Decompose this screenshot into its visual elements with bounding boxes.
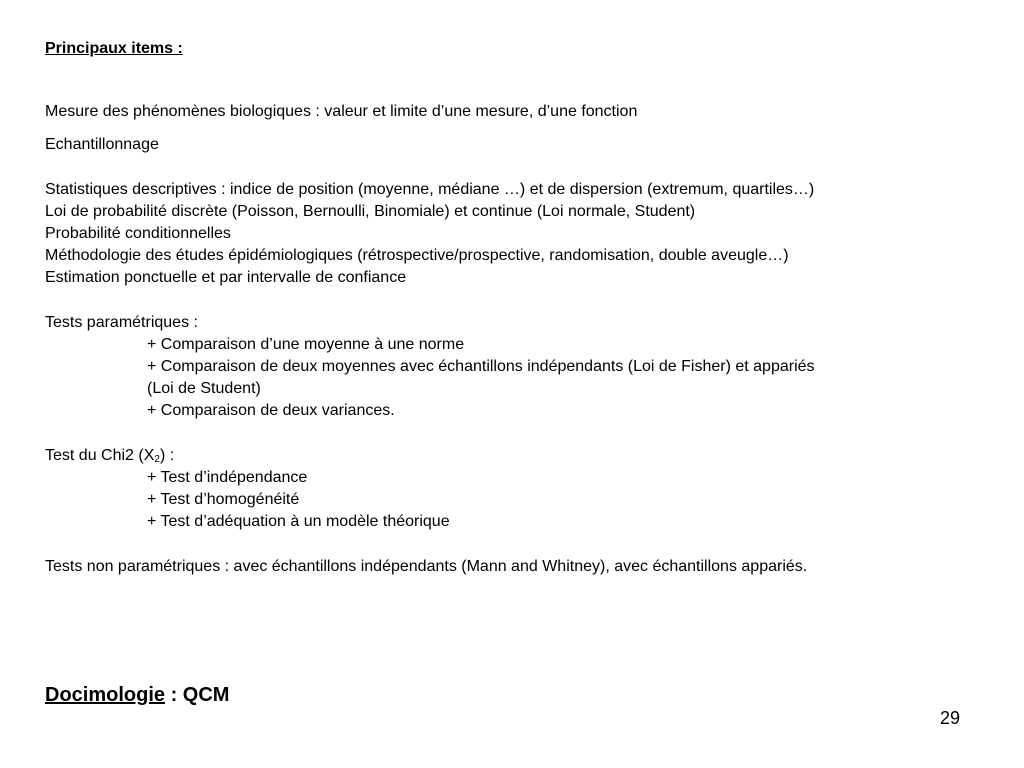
nonparam-tests: Tests non paramétriques : avec échantillons indépendants (Mann and Whitney), avec échantillons appariés. [45,558,808,575]
footer-title [45,683,229,707]
item-estimation: Estimation ponctuelle et par intervalle de confiance [45,269,407,286]
item-methodologie: Méthodologie des études épidémiologiques (rétrospective/prospective, randomisation, double aveugle…) [45,247,789,264]
param-tests-title: Tests paramétriques : [45,314,198,331]
chi2-test-item: + Test d’indépendance [147,469,308,486]
item-probabilite-conditionnelle: Probabilité conditionnelles [45,225,231,242]
param-test-item-continuation: (Loi de Student) [147,380,261,397]
footer-title-rest: : QCM [165,684,230,706]
page-number: 29 [940,708,961,728]
chi2-title-subscript: 2 [154,454,160,465]
item-statistiques: Statistiques descriptives : indice de position (moyenne, médiane …) et de dispersion (extremum, quartiles…) [45,181,815,198]
chi2-title-suffix: ) : [159,447,175,464]
chi2-test-item: + Test d’homogénéité [147,491,300,508]
section-heading: Principaux items : [45,40,183,57]
param-test-item: + Comparaison de deux variances. [147,402,395,419]
chi2-test-item: + Test d’adéquation à un modèle théorique [147,513,450,530]
param-test-item: + Comparaison d’une moyenne à une norme [147,336,465,353]
param-test-item: + Comparaison de deux moyennes avec échantillons indépendants (Loi de Fisher) et appariés [147,358,815,375]
item-loi-probabilite: Loi de probabilité discrète (Poisson, Bernoulli, Binomiale) et continue (Loi normale, Student) [45,203,696,220]
footer-title-underlined: Docimologie [45,684,166,706]
item-mesure: Mesure des phénomènes biologiques : valeur et limite d’une mesure, d’une fonction [45,103,638,120]
item-echantillonnage: Echantillonnage [45,136,159,153]
chi2-title [45,446,174,470]
chi2-title-prefix: Test du Chi2 (X [45,447,155,464]
